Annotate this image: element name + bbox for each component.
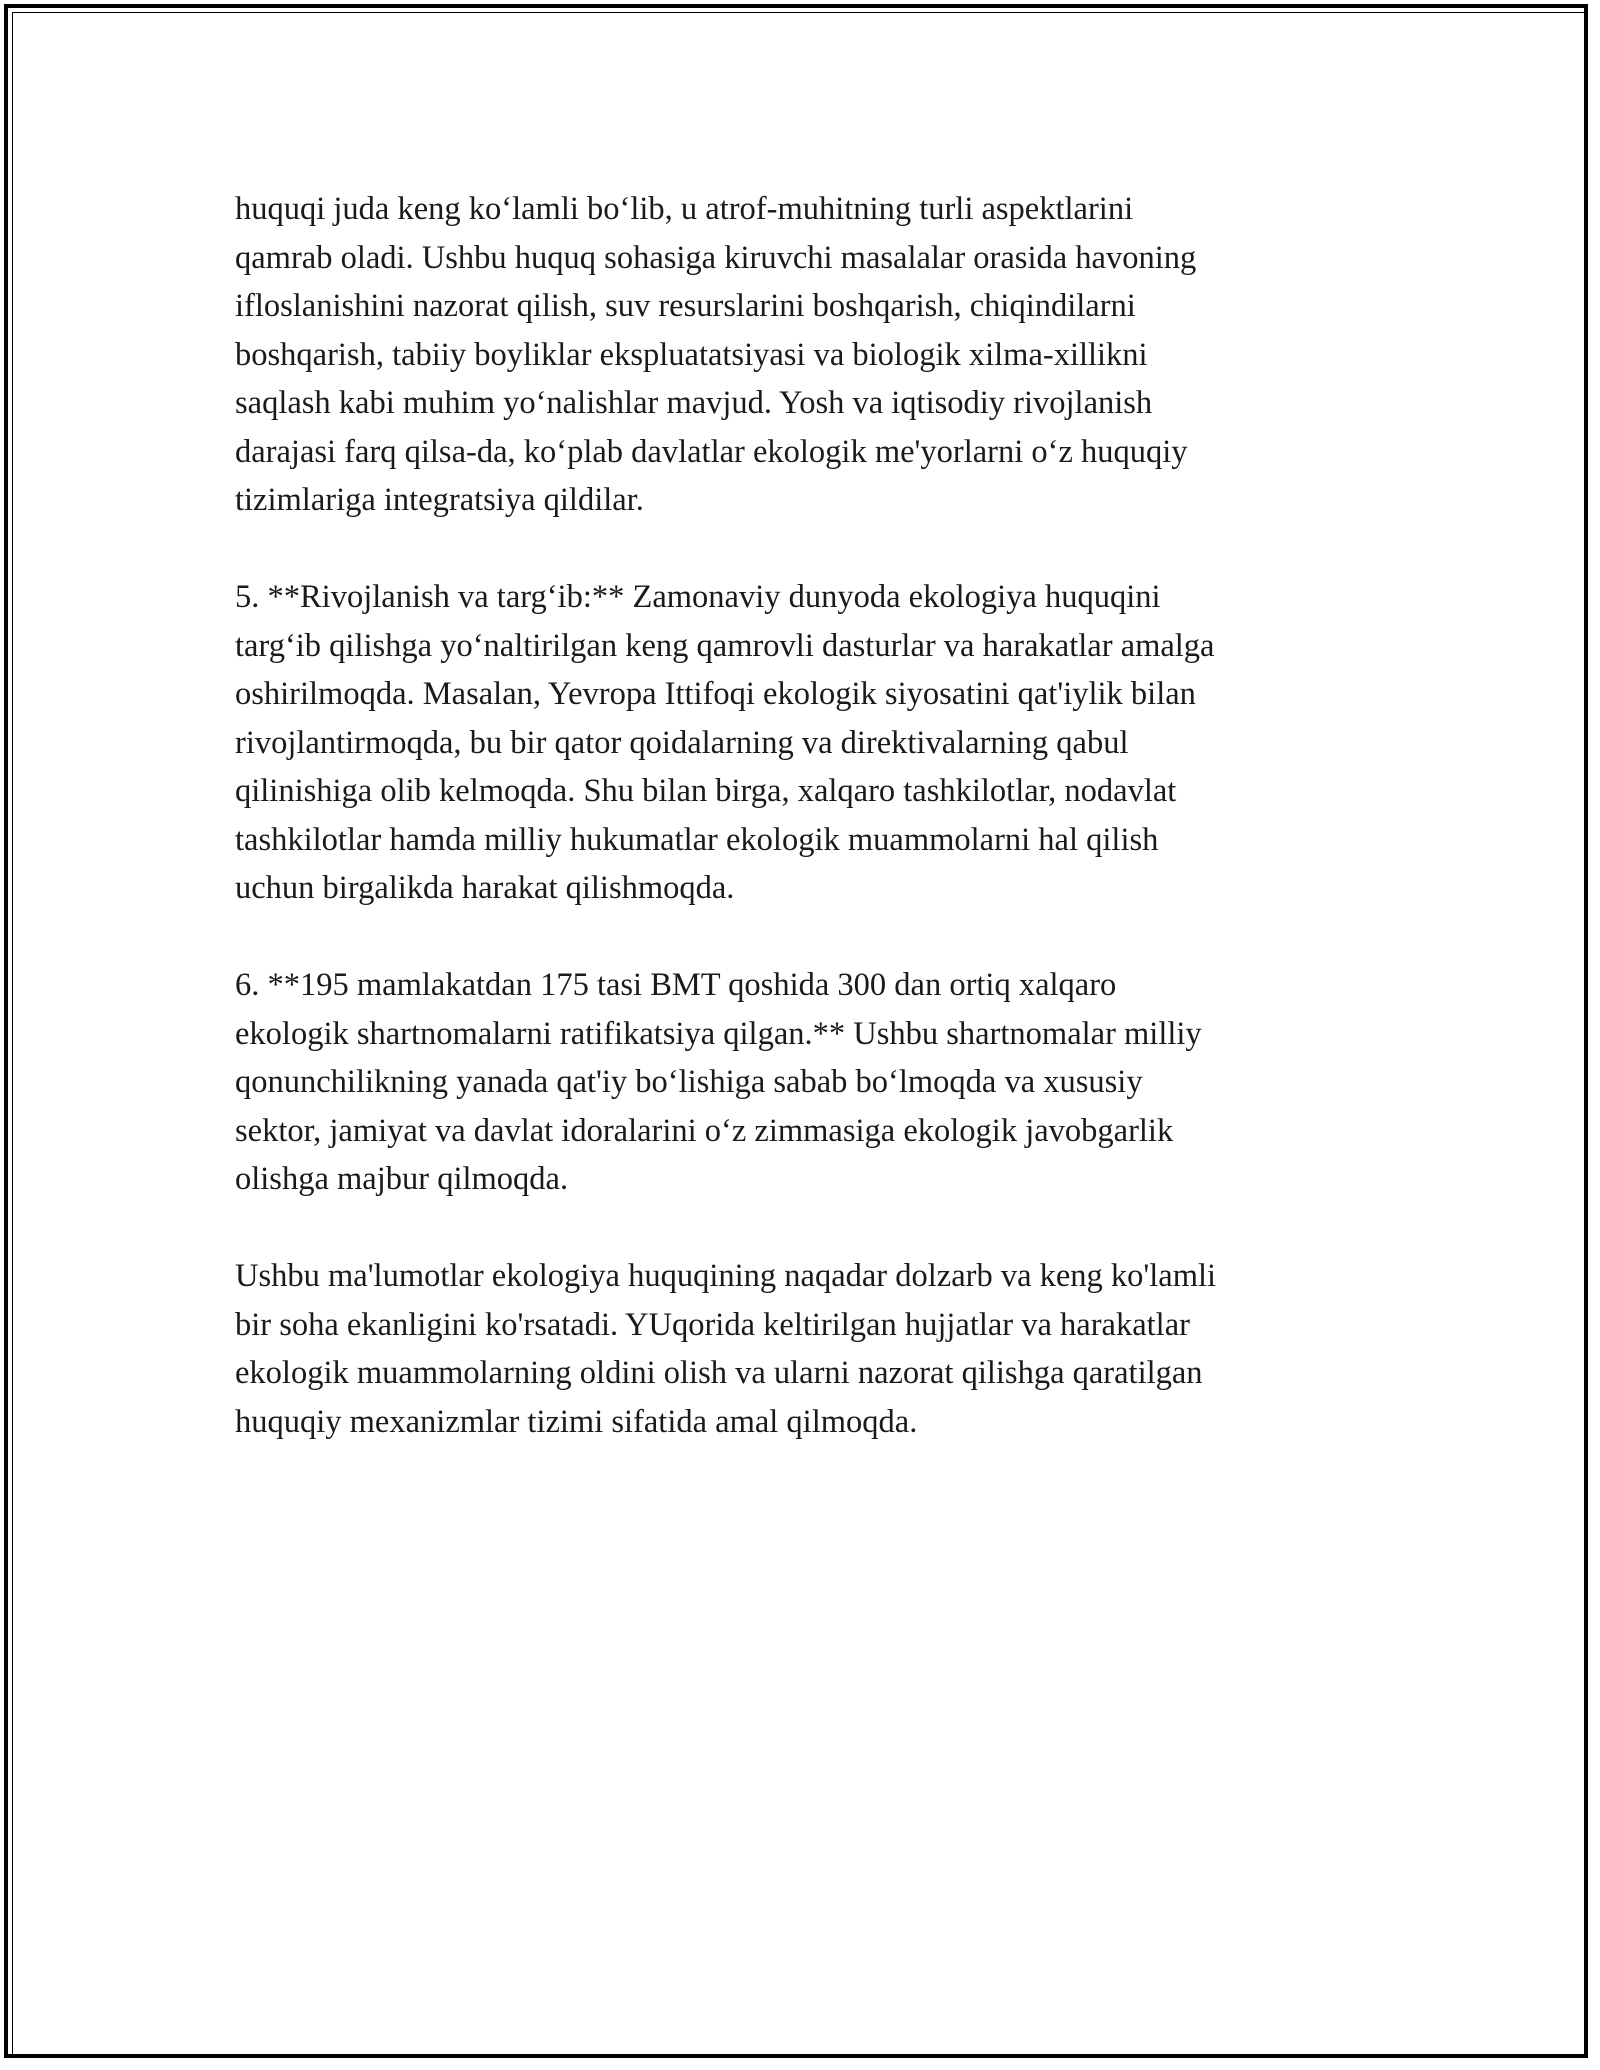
paragraph-intro [235, 185, 1360, 525]
text-line: 5. **Rivojlanish va targ‘ib:** Zamonaviy dunyoda ekologiya huquqini [235, 579, 1161, 615]
text-line: rivojlantirmoqda, bu bir qator qoidalarning va direktivalarning qabul [235, 724, 1129, 761]
text-line: olishga majbur qilmoqda. [235, 1161, 569, 1197]
text-line: uchun birgalikda harakat qilishmoqda. [235, 870, 735, 906]
paragraph-conclusion [235, 1252, 1360, 1446]
text-line: tashkilotlar hamda milliy hukumatlar ekologik muammolarni hal qilish [235, 821, 1159, 858]
text-line: sektor, jamiyat va davlat idoralarini o‘z zimmasiga ekologik javobgarlik [235, 1112, 1174, 1149]
text-line: ifloslanishini nazorat qilish, suv resurslarini boshqarish, chiqindilarni [235, 288, 1136, 324]
text-line: 6. **195 mamlakatdan 175 tasi BMT qoshida 300 dan ortiq xalqaro [235, 967, 1117, 1003]
text-line: tizimlariga integratsiya qildilar. [235, 482, 644, 518]
text-line: qamrab oladi. Ushbu huquq sohasiga kiruvchi masalalar orasida havoning [235, 239, 1197, 276]
text-line: oshirilmoqda. Masalan, Yevropa Ittifoqi ekologik siyosatini qat'iylik bilan [235, 676, 1196, 712]
text-line: bir soha ekanligini ko'rsatadi. YUqorida keltirilgan hujjatlar va harakatlar [235, 1306, 1190, 1343]
text-line: darajasi farq qilsa-da, ko‘plab davlatlar ekologik me'yorlarni o‘z huquqiy [235, 433, 1188, 470]
text-line: boshqarish, tabiiy boyliklar ekspluatatsiyasi va biologik xilma-xillikni [235, 336, 1148, 373]
text-line: ekologik shartnomalarni ratifikatsiya qilgan.** Ushbu shartnomalar milliy [235, 1015, 1202, 1052]
text-line: saqlash kabi muhim yo‘nalishlar mavjud. Yosh va iqtisodiy rivojlanish [235, 385, 1153, 421]
text-line: qonunchilikning yanada qat'iy bo‘lishiga sabab bo‘lmoqda va xususiy [235, 1064, 1143, 1100]
document-body [235, 185, 1360, 1495]
text-line: targ‘ib qilishga yo‘naltirilgan keng qamrovli dasturlar va harakatlar amalga [235, 627, 1215, 664]
paragraph-item-6 [235, 961, 1360, 1204]
text-line: qilinishiga olib kelmoqda. Shu bilan birga, xalqaro tashkilotlar, nodavlat [235, 773, 1177, 809]
text-line: Ushbu ma'lumotlar ekologiya huquqining naqadar dolzarb va keng ko'lamli [235, 1258, 1217, 1294]
paragraph-item-5 [235, 573, 1360, 913]
text-line: huquqi juda keng ko‘lamli bo‘lib, u atrof-muhitning turli aspektlarini [235, 191, 1134, 227]
text-line: huquqiy mexanizmlar tizimi sifatida amal qilmoqda. [235, 1403, 918, 1440]
text-line: ekologik muammolarning oldini olish va ularni nazorat qilishga qaratilgan [235, 1355, 1203, 1391]
